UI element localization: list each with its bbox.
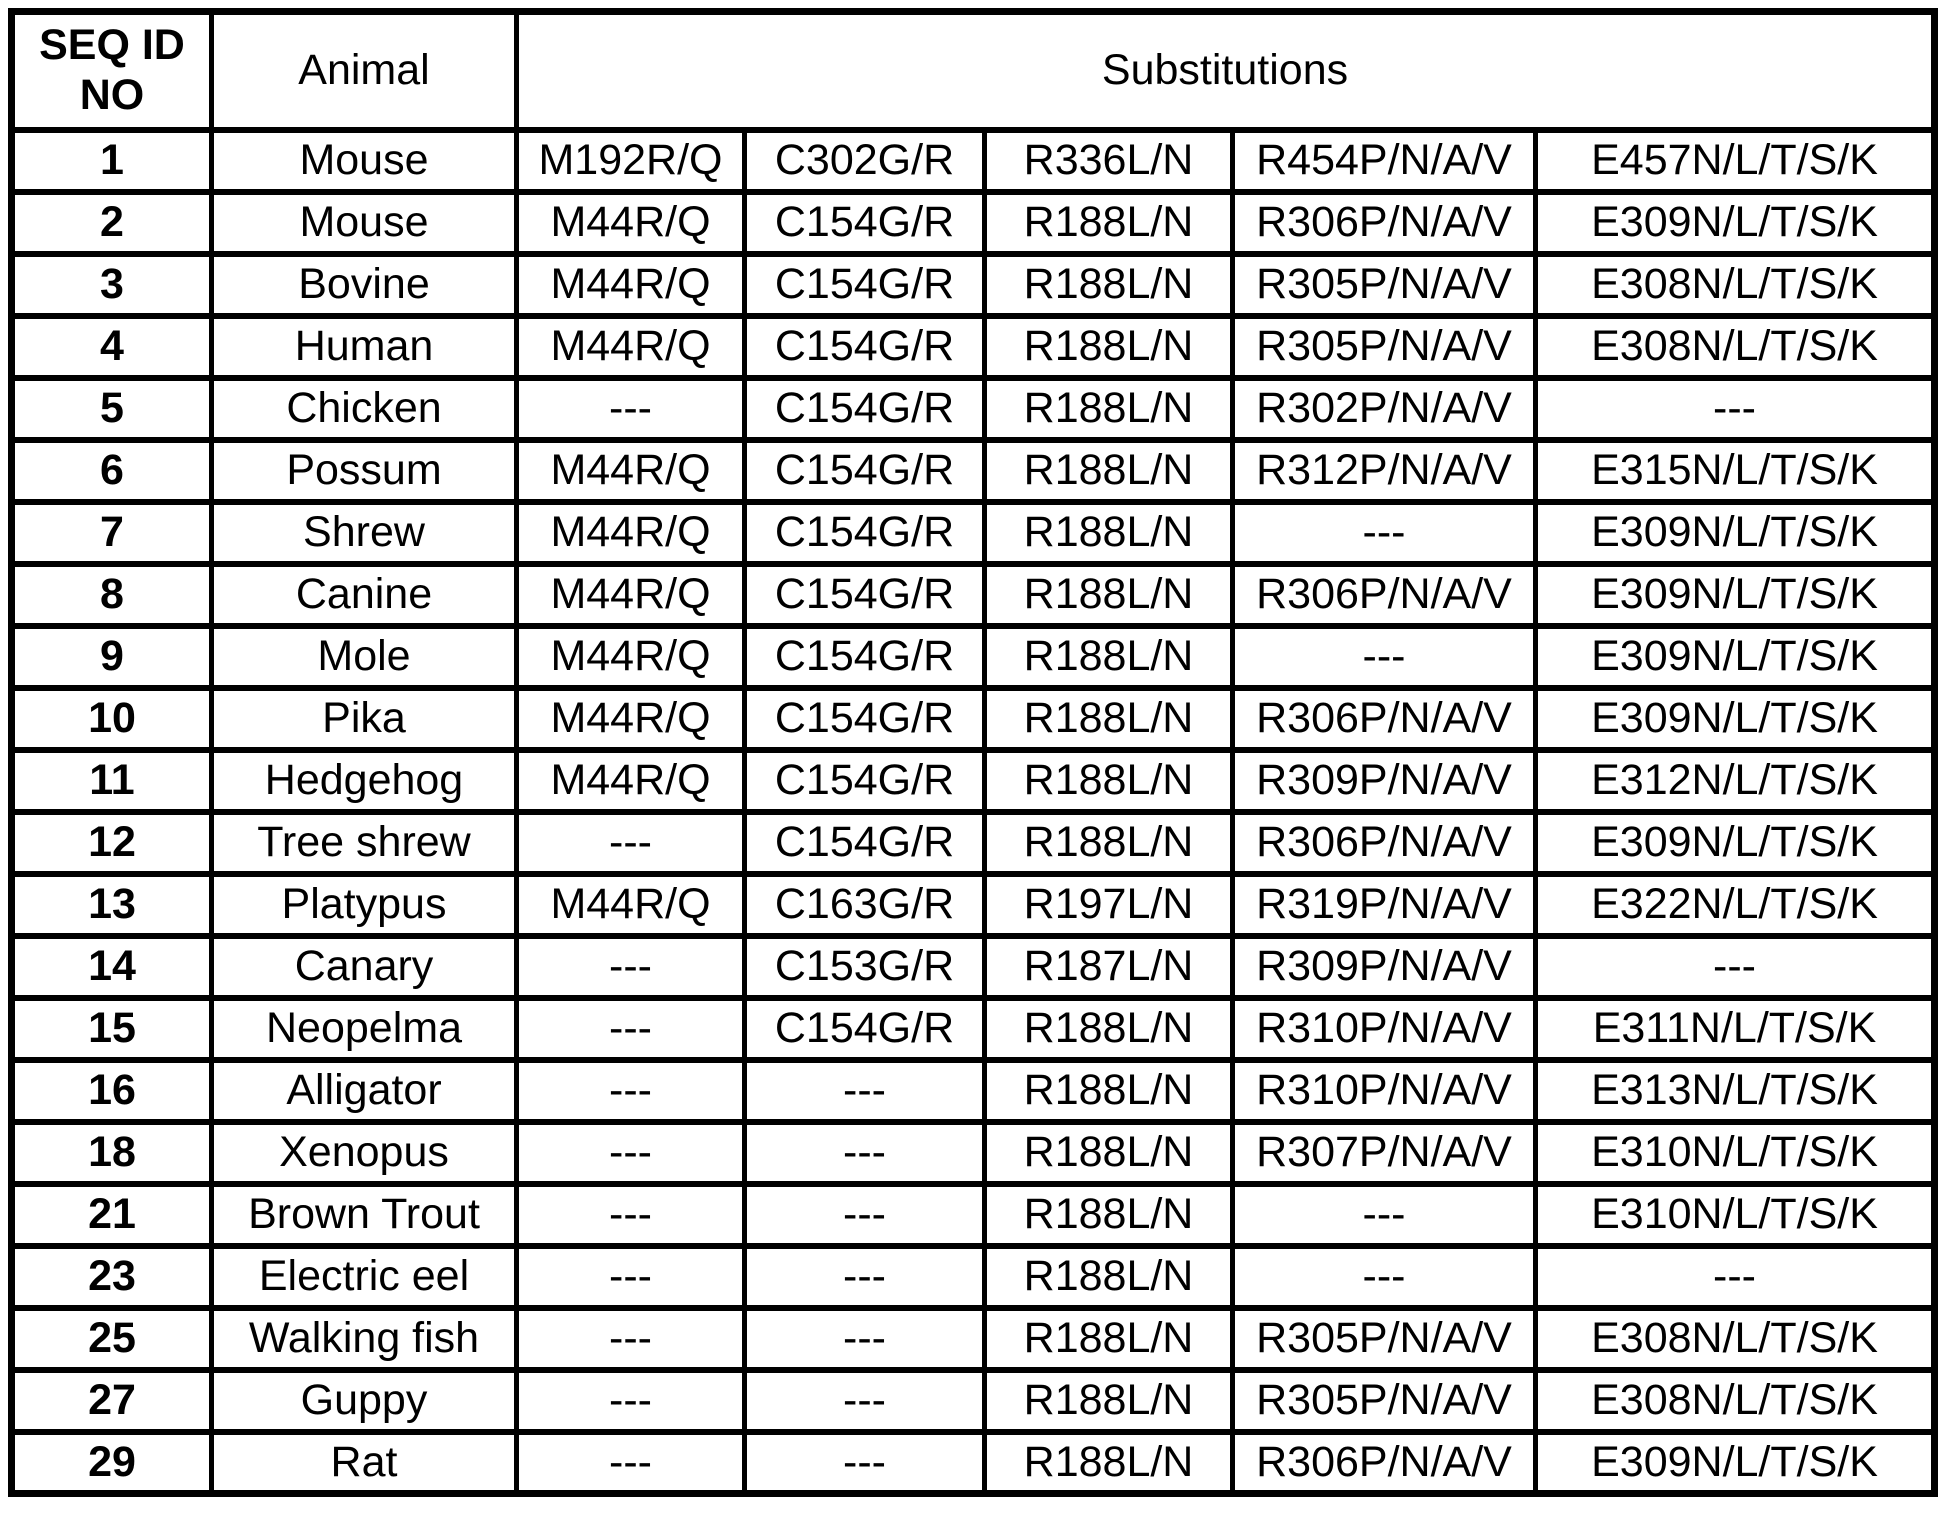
seq-id-cell: 27 <box>12 1370 212 1432</box>
seq-id-cell: 2 <box>12 192 212 254</box>
substitution-cell-3: R187L/N <box>985 936 1233 998</box>
substitution-cell-3: R188L/N <box>985 626 1233 688</box>
substitution-cell-5: E309N/L/T/S/K <box>1536 626 1935 688</box>
substitution-cell-3: R188L/N <box>985 1246 1233 1308</box>
substitution-cell-5: E308N/L/T/S/K <box>1536 316 1935 378</box>
seq-id-cell: 10 <box>12 688 212 750</box>
substitution-cell-3: R188L/N <box>985 192 1233 254</box>
animal-cell: Mouse <box>212 192 517 254</box>
substitution-cell-2: C154G/R <box>745 750 985 812</box>
substitution-cell-5: --- <box>1536 1246 1935 1308</box>
table-row <box>12 1246 1935 1308</box>
seq-id-cell: 18 <box>12 1122 212 1184</box>
substitution-cell-2: C154G/R <box>745 378 985 440</box>
table-row <box>12 192 1935 254</box>
table-row <box>12 750 1935 812</box>
substitution-cell-5: E310N/L/T/S/K <box>1536 1122 1935 1184</box>
substitution-cell-4: R306P/N/A/V <box>1233 564 1536 626</box>
substitution-cell-4: R309P/N/A/V <box>1233 750 1536 812</box>
substitution-cell-2: --- <box>745 1246 985 1308</box>
header-row <box>12 12 1935 130</box>
animal-cell: Mole <box>212 626 517 688</box>
substitution-cell-5: E308N/L/T/S/K <box>1536 254 1935 316</box>
substitution-cell-5: E308N/L/T/S/K <box>1536 1308 1935 1370</box>
substitution-cell-5: E309N/L/T/S/K <box>1536 192 1935 254</box>
animal-cell: Mouse <box>212 130 517 192</box>
substitution-cell-3: R188L/N <box>985 316 1233 378</box>
table-row <box>12 812 1935 874</box>
substitution-cell-1: M44R/Q <box>517 750 745 812</box>
substitution-cell-3: R188L/N <box>985 502 1233 564</box>
substitution-cell-3: R197L/N <box>985 874 1233 936</box>
substitution-cell-4: --- <box>1233 626 1536 688</box>
table-row <box>12 440 1935 502</box>
substitution-cell-1: M44R/Q <box>517 874 745 936</box>
seq-id-cell: 5 <box>12 378 212 440</box>
animal-cell: Guppy <box>212 1370 517 1432</box>
substitution-cell-1: --- <box>517 378 745 440</box>
substitution-cell-1: M44R/Q <box>517 688 745 750</box>
substitution-cell-5: E311N/L/T/S/K <box>1536 998 1935 1060</box>
animal-cell: Bovine <box>212 254 517 316</box>
table-row <box>12 1432 1935 1494</box>
substitution-cell-5: E309N/L/T/S/K <box>1536 812 1935 874</box>
animal-cell: Walking fish <box>212 1308 517 1370</box>
substitution-cell-5: E308N/L/T/S/K <box>1536 1370 1935 1432</box>
substitution-cell-1: --- <box>517 1122 745 1184</box>
substitution-cell-2: --- <box>745 1122 985 1184</box>
substitution-cell-3: R188L/N <box>985 1060 1233 1122</box>
header-seq-id-line1: SEQ ID <box>39 21 185 70</box>
substitution-cell-1: M44R/Q <box>517 502 745 564</box>
seq-id-cell: 3 <box>12 254 212 316</box>
seq-id-cell: 21 <box>12 1184 212 1246</box>
substitution-cell-1: M44R/Q <box>517 192 745 254</box>
substitution-cell-5: E457N/L/T/S/K <box>1536 130 1935 192</box>
animal-cell: Rat <box>212 1432 517 1494</box>
substitution-cell-3: R188L/N <box>985 1308 1233 1370</box>
table-row <box>12 1184 1935 1246</box>
substitution-cell-2: --- <box>745 1184 985 1246</box>
substitution-cell-5: E309N/L/T/S/K <box>1536 688 1935 750</box>
substitution-cell-2: C154G/R <box>745 998 985 1060</box>
substitution-cell-4: R309P/N/A/V <box>1233 936 1536 998</box>
animal-cell: Pika <box>212 688 517 750</box>
substitution-cell-4: R306P/N/A/V <box>1233 1432 1536 1494</box>
seq-id-cell: 9 <box>12 626 212 688</box>
substitution-cell-1: --- <box>517 1060 745 1122</box>
table-row <box>12 998 1935 1060</box>
substitution-cell-4: R305P/N/A/V <box>1233 254 1536 316</box>
substitution-cell-5: E309N/L/T/S/K <box>1536 564 1935 626</box>
table-row <box>12 1122 1935 1184</box>
table-row <box>12 1370 1935 1432</box>
animal-cell: Xenopus <box>212 1122 517 1184</box>
seq-id-cell: 23 <box>12 1246 212 1308</box>
substitution-cell-5: E315N/L/T/S/K <box>1536 440 1935 502</box>
substitution-cell-1: --- <box>517 1370 745 1432</box>
substitution-cell-4: --- <box>1233 1184 1536 1246</box>
substitution-cell-1: --- <box>517 1432 745 1494</box>
substitution-cell-3: R336L/N <box>985 130 1233 192</box>
substitution-cell-3: R188L/N <box>985 750 1233 812</box>
header-animal: Animal <box>212 12 517 130</box>
substitution-cell-4: --- <box>1233 1246 1536 1308</box>
substitution-cell-1: M44R/Q <box>517 626 745 688</box>
table-row <box>12 688 1935 750</box>
substitution-cell-3: R188L/N <box>985 440 1233 502</box>
table-row <box>12 936 1935 998</box>
animal-cell: Brown Trout <box>212 1184 517 1246</box>
substitution-cell-4: R306P/N/A/V <box>1233 192 1536 254</box>
substitution-cell-3: R188L/N <box>985 688 1233 750</box>
substitution-cell-1: M44R/Q <box>517 440 745 502</box>
substitution-cell-4: R307P/N/A/V <box>1233 1122 1536 1184</box>
substitution-cell-4: R302P/N/A/V <box>1233 378 1536 440</box>
animal-cell: Platypus <box>212 874 517 936</box>
substitution-cell-4: R310P/N/A/V <box>1233 998 1536 1060</box>
substitution-cell-1: --- <box>517 812 745 874</box>
seq-id-cell: 15 <box>12 998 212 1060</box>
substitution-cell-4: R305P/N/A/V <box>1233 1308 1536 1370</box>
animal-cell: Canary <box>212 936 517 998</box>
animal-cell: Hedgehog <box>212 750 517 812</box>
substitution-cell-4: R319P/N/A/V <box>1233 874 1536 936</box>
animal-cell: Chicken <box>212 378 517 440</box>
substitution-cell-1: --- <box>517 1184 745 1246</box>
animal-cell: Possum <box>212 440 517 502</box>
substitution-cell-2: C163G/R <box>745 874 985 936</box>
table-row <box>12 316 1935 378</box>
substitution-cell-2: C153G/R <box>745 936 985 998</box>
substitution-cell-4: --- <box>1233 502 1536 564</box>
substitution-cell-3: R188L/N <box>985 1370 1233 1432</box>
substitution-cell-4: R312P/N/A/V <box>1233 440 1536 502</box>
substitution-cell-5: E313N/L/T/S/K <box>1536 1060 1935 1122</box>
substitution-cell-2: C154G/R <box>745 254 985 316</box>
animal-cell: Canine <box>212 564 517 626</box>
animal-cell: Electric eel <box>212 1246 517 1308</box>
substitution-cell-2: C154G/R <box>745 502 985 564</box>
table-body <box>12 130 1935 1494</box>
substitutions-table <box>8 8 1938 1497</box>
substitution-cell-3: R188L/N <box>985 998 1233 1060</box>
substitution-cell-1: M192R/Q <box>517 130 745 192</box>
substitution-cell-2: C154G/R <box>745 564 985 626</box>
substitution-cell-3: R188L/N <box>985 378 1233 440</box>
seq-id-cell: 14 <box>12 936 212 998</box>
substitution-cell-1: --- <box>517 1308 745 1370</box>
animal-cell: Shrew <box>212 502 517 564</box>
substitution-cell-2: C154G/R <box>745 626 985 688</box>
substitution-cell-5: E310N/L/T/S/K <box>1536 1184 1935 1246</box>
substitution-cell-2: C154G/R <box>745 440 985 502</box>
table-row <box>12 130 1935 192</box>
substitution-cell-2: C154G/R <box>745 812 985 874</box>
seq-id-cell: 7 <box>12 502 212 564</box>
seq-id-cell: 12 <box>12 812 212 874</box>
seq-id-cell: 6 <box>12 440 212 502</box>
animal-cell: Alligator <box>212 1060 517 1122</box>
seq-id-cell: 16 <box>12 1060 212 1122</box>
substitution-cell-4: R454P/N/A/V <box>1233 130 1536 192</box>
substitution-cell-1: M44R/Q <box>517 316 745 378</box>
substitution-cell-5: --- <box>1536 936 1935 998</box>
substitution-cell-4: R305P/N/A/V <box>1233 1370 1536 1432</box>
substitution-cell-2: --- <box>745 1060 985 1122</box>
substitution-cell-1: --- <box>517 998 745 1060</box>
substitution-cell-3: R188L/N <box>985 1432 1233 1494</box>
substitution-cell-2: C302G/R <box>745 130 985 192</box>
substitution-cell-1: --- <box>517 936 745 998</box>
substitution-cell-5: E309N/L/T/S/K <box>1536 1432 1935 1494</box>
table-row <box>12 626 1935 688</box>
substitution-cell-2: C154G/R <box>745 688 985 750</box>
substitution-cell-2: C154G/R <box>745 192 985 254</box>
substitution-cell-3: R188L/N <box>985 1184 1233 1246</box>
substitution-cell-3: R188L/N <box>985 812 1233 874</box>
animal-cell: Tree shrew <box>212 812 517 874</box>
substitution-cell-5: E309N/L/T/S/K <box>1536 502 1935 564</box>
animal-cell: Human <box>212 316 517 378</box>
seq-id-cell: 1 <box>12 130 212 192</box>
header-seq-id-line2: NO <box>79 70 145 119</box>
seq-id-cell: 29 <box>12 1432 212 1494</box>
substitution-cell-2: --- <box>745 1308 985 1370</box>
seq-id-cell: 13 <box>12 874 212 936</box>
table-row <box>12 1308 1935 1370</box>
substitution-cell-2: C154G/R <box>745 316 985 378</box>
seq-id-cell: 4 <box>12 316 212 378</box>
substitution-cell-5: E312N/L/T/S/K <box>1536 750 1935 812</box>
table-row <box>12 1060 1935 1122</box>
substitution-cell-5: E322N/L/T/S/K <box>1536 874 1935 936</box>
seq-id-cell: 11 <box>12 750 212 812</box>
header-substitutions: Substitutions <box>517 12 1935 130</box>
substitution-cell-3: R188L/N <box>985 564 1233 626</box>
seq-id-cell: 25 <box>12 1308 212 1370</box>
substitution-cell-4: R305P/N/A/V <box>1233 316 1536 378</box>
seq-id-cell: 8 <box>12 564 212 626</box>
substitution-cell-5: --- <box>1536 378 1935 440</box>
substitution-cell-3: R188L/N <box>985 1122 1233 1184</box>
substitution-cell-1: M44R/Q <box>517 564 745 626</box>
substitution-cell-4: R310P/N/A/V <box>1233 1060 1536 1122</box>
substitution-cell-3: R188L/N <box>985 254 1233 316</box>
substitution-cell-4: R306P/N/A/V <box>1233 812 1536 874</box>
table-row <box>12 874 1935 936</box>
table-row <box>12 564 1935 626</box>
substitution-cell-1: --- <box>517 1246 745 1308</box>
header-seq-id-no <box>12 12 212 130</box>
animal-cell: Neopelma <box>212 998 517 1060</box>
substitution-cell-4: R306P/N/A/V <box>1233 688 1536 750</box>
substitution-cell-1: M44R/Q <box>517 254 745 316</box>
table-row <box>12 378 1935 440</box>
table-row <box>12 254 1935 316</box>
table-row <box>12 502 1935 564</box>
substitution-cell-2: --- <box>745 1370 985 1432</box>
substitution-cell-2: --- <box>745 1432 985 1494</box>
